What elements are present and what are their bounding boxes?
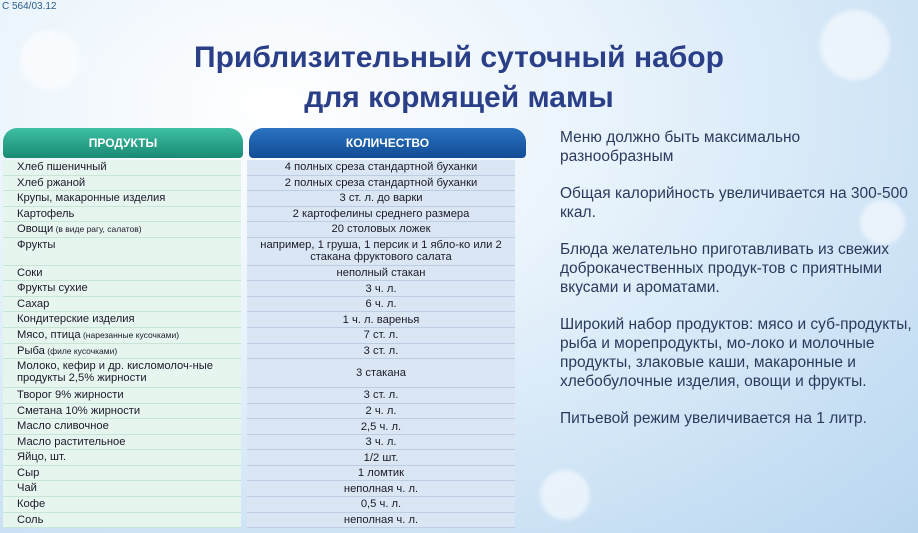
quantity-cell: например, 1 груша, 1 персик и 1 ябло-ко или 2 стакана фруктового салата: [247, 238, 515, 266]
product-name: Фрукты: [17, 238, 56, 251]
product-cell: [3, 419, 241, 435]
product-cell: [3, 497, 241, 513]
product-name: Овощи: [17, 223, 54, 236]
product-name: Молоко, кефир и др. кисломолоч-ные продукты 2,5% жирности: [17, 360, 214, 385]
product-note: (в виде рагу, салатов): [53, 224, 142, 235]
quantity-cell: 3 ст. л.: [247, 344, 515, 360]
product-cell: [3, 176, 241, 192]
product-name: Сыр: [17, 466, 40, 479]
table-row: [3, 176, 515, 192]
table-row: [3, 266, 515, 282]
table-row: [3, 388, 515, 404]
quantity-cell: 1 ломтик: [247, 466, 515, 482]
product-cell: [3, 388, 241, 404]
product-cell: [3, 435, 241, 451]
table-row: [3, 435, 515, 451]
product-name: Кофе: [17, 498, 46, 510]
notes-panel: [560, 128, 915, 446]
slide-code: С 564/03.12: [2, 1, 57, 12]
product-cell: [3, 513, 241, 529]
product-cell: [3, 404, 241, 420]
quantity-cell: 1 ч. л. варенья: [247, 312, 515, 328]
table-row: [3, 191, 515, 207]
product-name: Сахар: [17, 297, 50, 310]
quantity-cell: 2 картофелины среднего размера: [247, 207, 515, 223]
quantity-cell: 1/2 шт.: [247, 450, 515, 466]
quantity-cell: 4 полных среза стандартной буханки: [247, 160, 515, 176]
product-name: Чай: [17, 482, 37, 495]
food-table: [3, 160, 515, 528]
header-quantity: КОЛИЧЕСТВО: [249, 128, 526, 158]
product-cell: [3, 160, 241, 176]
table-row: [3, 312, 515, 328]
product-name: Кондитерские изделия: [17, 313, 135, 326]
product-name: Соки: [17, 266, 43, 279]
header-products: ПРОДУКТЫ: [3, 128, 243, 158]
product-cell: [3, 191, 241, 207]
quantity-cell: 3 стакана: [247, 359, 515, 388]
background-bokeh: [540, 470, 590, 520]
table-row: [3, 222, 515, 238]
table-row: [3, 466, 515, 482]
title-line-2: для кормящей мамы: [304, 81, 614, 114]
product-cell: [3, 281, 241, 297]
product-name: Фрукты сухие: [17, 282, 88, 295]
quantity-cell: 3 ст. л. до варки: [247, 191, 515, 207]
table-row: [3, 513, 515, 529]
quantity-cell: 3 ч. л.: [247, 281, 515, 297]
product-name: Сметана 10% жирности: [17, 404, 141, 417]
quantity-cell: неполная ч. л.: [247, 513, 515, 529]
product-name: Картофель: [17, 207, 75, 220]
product-cell: [3, 222, 241, 238]
note-paragraph: Меню должно быть максимально разнообразным: [560, 129, 801, 165]
quantity-cell: 20 столовых ложек: [247, 222, 515, 238]
product-name: Соль: [17, 513, 44, 526]
note-paragraph: Питьевой режим увеличивается на 1 литр.: [560, 410, 867, 427]
product-cell: [3, 238, 241, 266]
note-paragraph: Блюда желательно приготавливать из свежих доброкачественных продук-тов с приятными вкусами и ароматами.: [560, 241, 890, 296]
product-cell: [3, 481, 241, 497]
quantity-cell: 3 ст. л.: [247, 388, 515, 404]
quantity-cell: неполная ч. л.: [247, 481, 515, 497]
product-cell: [3, 344, 241, 360]
table-row: [3, 281, 515, 297]
product-note: (филе кусочками): [44, 345, 118, 356]
note-paragraph: Общая калорийность увеличивается на 300-500 ккал.: [560, 185, 908, 221]
table-row: [3, 450, 515, 466]
table-row: [3, 419, 515, 435]
product-name: Крупы, макаронные изделия: [17, 192, 166, 205]
table-row: [3, 359, 515, 388]
product-note: (нарезанные кусочками): [80, 330, 180, 340]
table-row: [3, 497, 515, 513]
product-name: Рыба: [17, 344, 45, 357]
product-name: Творог 9% жирности: [17, 389, 124, 402]
quantity-cell: 2,5 ч. л.: [247, 419, 515, 435]
table-row: [3, 404, 515, 420]
quantity-cell: 2 ч. л.: [247, 404, 515, 420]
note-paragraph: Широкий набор продуктов: мясо и суб-продукты, рыба и морепродукты, мо-локо и молочные продукты, злаковые каши, макаронные и хлебобулочные изделия, овощи и фрукты.: [560, 316, 912, 390]
quantity-cell: 2 полных среза стандартной буханки: [247, 176, 515, 192]
quantity-cell: 6 ч. л.: [247, 297, 515, 313]
title-line-1: Приблизительный суточный набор: [194, 41, 724, 74]
product-cell: [3, 297, 241, 313]
table-row: [3, 207, 515, 223]
product-cell: [3, 266, 241, 282]
quantity-cell: неполный стакан: [247, 266, 515, 282]
product-cell: [3, 466, 241, 482]
table-row: [3, 238, 515, 266]
product-cell: [3, 359, 241, 388]
product-cell: [3, 450, 241, 466]
quantity-cell: 3 ч. л.: [247, 435, 515, 451]
product-name: Мясо, птица: [17, 329, 81, 341]
table-row: [3, 481, 515, 497]
table-row: [3, 160, 515, 176]
product-name: Масло растительное: [17, 435, 126, 448]
page-title: [0, 38, 918, 118]
table-row: [3, 328, 515, 344]
product-cell: [3, 207, 241, 223]
product-name: Масло сливочное: [17, 420, 109, 433]
quantity-cell: 0,5 ч. л.: [247, 497, 515, 513]
product-name: Хлеб ржаной: [17, 176, 86, 189]
product-cell: [3, 328, 241, 344]
product-cell: [3, 312, 241, 328]
product-name: Яйцо, шт.: [17, 451, 67, 464]
product-name: Хлеб пшеничный: [17, 161, 107, 173]
table-row: [3, 297, 515, 313]
table-row: [3, 344, 515, 360]
quantity-cell: 7 ст. л.: [247, 328, 515, 344]
